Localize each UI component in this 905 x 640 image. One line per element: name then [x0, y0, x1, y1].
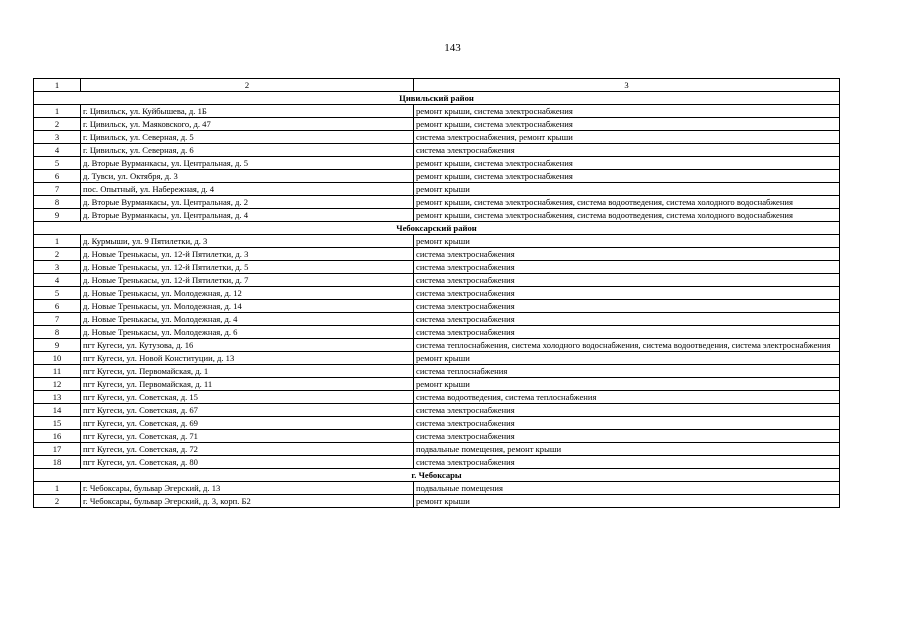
work-types-cell: система электроснабжения	[414, 430, 840, 443]
row-number: 4	[34, 274, 81, 287]
table-row	[34, 326, 840, 339]
address-cell: пгт Кугеси, ул. Новой Конституции, д. 13	[81, 352, 414, 365]
work-types-cell: ремонт крыши, система электроснабжения	[414, 170, 840, 183]
work-types-cell: система электроснабжения	[414, 404, 840, 417]
table-row	[34, 378, 840, 391]
address-cell: г. Цивильск, ул. Северная, д. 6	[81, 144, 414, 157]
row-number: 18	[34, 456, 81, 469]
table-row	[34, 404, 840, 417]
section-header-row	[34, 222, 840, 235]
table-row	[34, 170, 840, 183]
work-types-cell: система электроснабжения	[414, 300, 840, 313]
row-number: 17	[34, 443, 81, 456]
address-cell: д. Новые Тренькасы, ул. 12-й Пятилетки, д. 5	[81, 261, 414, 274]
table-row	[34, 287, 840, 300]
work-types-cell: ремонт крыши, система электроснабжения	[414, 105, 840, 118]
table-row	[34, 274, 840, 287]
row-number: 10	[34, 352, 81, 365]
table-row	[34, 430, 840, 443]
row-number: 13	[34, 391, 81, 404]
work-types-cell: ремонт крыши	[414, 183, 840, 196]
address-cell: д. Вторые Вурманкасы, ул. Центральная, д. 4	[81, 209, 414, 222]
row-number: 1	[34, 482, 81, 495]
work-types-cell: система электроснабжения	[414, 287, 840, 300]
address-cell: д. Курмыши, ул. 9 Пятилетки, д. 3	[81, 235, 414, 248]
work-types-cell: ремонт крыши, система электроснабжения	[414, 118, 840, 131]
address-cell: д. Новые Тренькасы, ул. 12-й Пятилетки, д. 7	[81, 274, 414, 287]
row-number: 1	[34, 235, 81, 248]
table-row	[34, 313, 840, 326]
work-types-cell: система электроснабжения	[414, 261, 840, 274]
row-number: 6	[34, 170, 81, 183]
row-number: 11	[34, 365, 81, 378]
column-number: 1	[34, 79, 81, 92]
row-number: 2	[34, 118, 81, 131]
row-number: 15	[34, 417, 81, 430]
row-number: 9	[34, 209, 81, 222]
address-cell: пгт Кугеси, ул. Первомайская, д. 1	[81, 365, 414, 378]
address-cell: д. Вторые Вурманкасы, ул. Центральная, д. 2	[81, 196, 414, 209]
row-number: 12	[34, 378, 81, 391]
row-number: 9	[34, 339, 81, 352]
work-types-cell: система электроснабжения	[414, 248, 840, 261]
table-row	[34, 235, 840, 248]
address-cell: д. Новые Тренькасы, ул. Молодежная, д. 6	[81, 326, 414, 339]
address-cell: пгт Кугеси, ул. Советская, д. 67	[81, 404, 414, 417]
table-row	[34, 209, 840, 222]
address-cell: пгт Кугеси, ул. Первомайская, д. 11	[81, 378, 414, 391]
address-cell: пгт Кугеси, ул. Советская, д. 72	[81, 443, 414, 456]
page-number: 143	[444, 42, 461, 54]
address-cell: д. Новые Тренькасы, ул. Молодежная, д. 4	[81, 313, 414, 326]
work-types-cell: система электроснабжения	[414, 326, 840, 339]
row-number: 8	[34, 196, 81, 209]
address-cell: пос. Опытный, ул. Набережная, д. 4	[81, 183, 414, 196]
work-types-cell: ремонт крыши	[414, 235, 840, 248]
section-header-row	[34, 92, 840, 105]
table-row	[34, 248, 840, 261]
row-number: 3	[34, 131, 81, 144]
table-row	[34, 118, 840, 131]
address-cell: г. Цивильск, ул. Северная, д. 5	[81, 131, 414, 144]
table-row	[34, 105, 840, 118]
table-row	[34, 391, 840, 404]
address-cell: д. Новые Тренькасы, ул. 12-й Пятилетки, д. 3	[81, 248, 414, 261]
table-row	[34, 131, 840, 144]
table-row	[34, 261, 840, 274]
address-cell: д. Вторые Вурманкасы, ул. Центральная, д. 5	[81, 157, 414, 170]
table-row	[34, 300, 840, 313]
address-cell: д. Тувси, ул. Октября, д. 3	[81, 170, 414, 183]
table-row	[34, 482, 840, 495]
section-header-row	[34, 469, 840, 482]
table-row	[34, 157, 840, 170]
work-types-cell: ремонт крыши	[414, 378, 840, 391]
address-cell: г. Цивильск, ул. Куйбышева, д. 1Б	[81, 105, 414, 118]
work-types-cell: система электроснабжения	[414, 456, 840, 469]
address-cell: д. Новые Тренькасы, ул. Молодежная, д. 14	[81, 300, 414, 313]
address-cell: пгт Кугеси, ул. Советская, д. 69	[81, 417, 414, 430]
table-row	[34, 365, 840, 378]
work-types-cell: ремонт крыши, система электроснабжения	[414, 157, 840, 170]
row-number: 7	[34, 313, 81, 326]
address-cell: пгт Кугеси, ул. Советская, д. 71	[81, 430, 414, 443]
repair-table	[33, 78, 840, 508]
table-row	[34, 339, 840, 352]
row-number: 16	[34, 430, 81, 443]
work-types-cell: ремонт крыши, система электроснабжения, система водоотведения, система холодного водоснабжения	[414, 196, 840, 209]
work-types-cell: ремонт крыши, система электроснабжения, система водоотведения, система холодного водоснабжения	[414, 209, 840, 222]
address-cell: д. Новые Тренькасы, ул. Молодежная, д. 12	[81, 287, 414, 300]
table-row	[34, 352, 840, 365]
work-types-cell: система электроснабжения, ремонт крыши	[414, 131, 840, 144]
work-types-cell: система электроснабжения	[414, 144, 840, 157]
row-number: 7	[34, 183, 81, 196]
address-cell: г. Чебоксары, бульвар Эгерский, д. 13	[81, 482, 414, 495]
address-cell: пгт Кугеси, ул. Советская, д. 15	[81, 391, 414, 404]
column-number-row	[34, 79, 840, 92]
row-number: 2	[34, 495, 81, 508]
work-types-cell: система электроснабжения	[414, 274, 840, 287]
row-number: 3	[34, 261, 81, 274]
table-row	[34, 196, 840, 209]
column-number: 2	[81, 79, 414, 92]
work-types-cell: система теплоснабжения, система холодного водоснабжения, система водоотведения, система электроснабжения	[414, 339, 840, 352]
row-number: 5	[34, 157, 81, 170]
column-number: 3	[414, 79, 840, 92]
table-row	[34, 183, 840, 196]
work-types-cell: система электроснабжения	[414, 417, 840, 430]
row-number: 1	[34, 105, 81, 118]
section-title: г. Чебоксары	[34, 469, 840, 482]
row-number: 4	[34, 144, 81, 157]
row-number: 14	[34, 404, 81, 417]
row-number: 6	[34, 300, 81, 313]
table-row	[34, 456, 840, 469]
row-number: 5	[34, 287, 81, 300]
address-cell: г. Чебоксары, бульвар Эгерский, д. 3, корп. Б2	[81, 495, 414, 508]
work-types-cell: система водоотведения, система теплоснабжения	[414, 391, 840, 404]
work-types-cell: ремонт крыши	[414, 352, 840, 365]
section-title: Цивильский район	[34, 92, 840, 105]
table-row	[34, 417, 840, 430]
row-number: 8	[34, 326, 81, 339]
table-row	[34, 495, 840, 508]
work-types-cell: подвальные помещения	[414, 482, 840, 495]
table-row	[34, 443, 840, 456]
address-cell: пгт Кугеси, ул. Советская, д. 80	[81, 456, 414, 469]
address-cell: пгт Кугеси, ул. Кутузова, д. 16	[81, 339, 414, 352]
work-types-cell: система электроснабжения	[414, 313, 840, 326]
table-row	[34, 144, 840, 157]
work-types-cell: ремонт крыши	[414, 495, 840, 508]
work-types-cell: подвальные помещения, ремонт крыши	[414, 443, 840, 456]
address-cell: г. Цивильск, ул. Маяковского, д. 47	[81, 118, 414, 131]
row-number: 2	[34, 248, 81, 261]
work-types-cell: система теплоснабжения	[414, 365, 840, 378]
section-title: Чебоксарский район	[34, 222, 840, 235]
